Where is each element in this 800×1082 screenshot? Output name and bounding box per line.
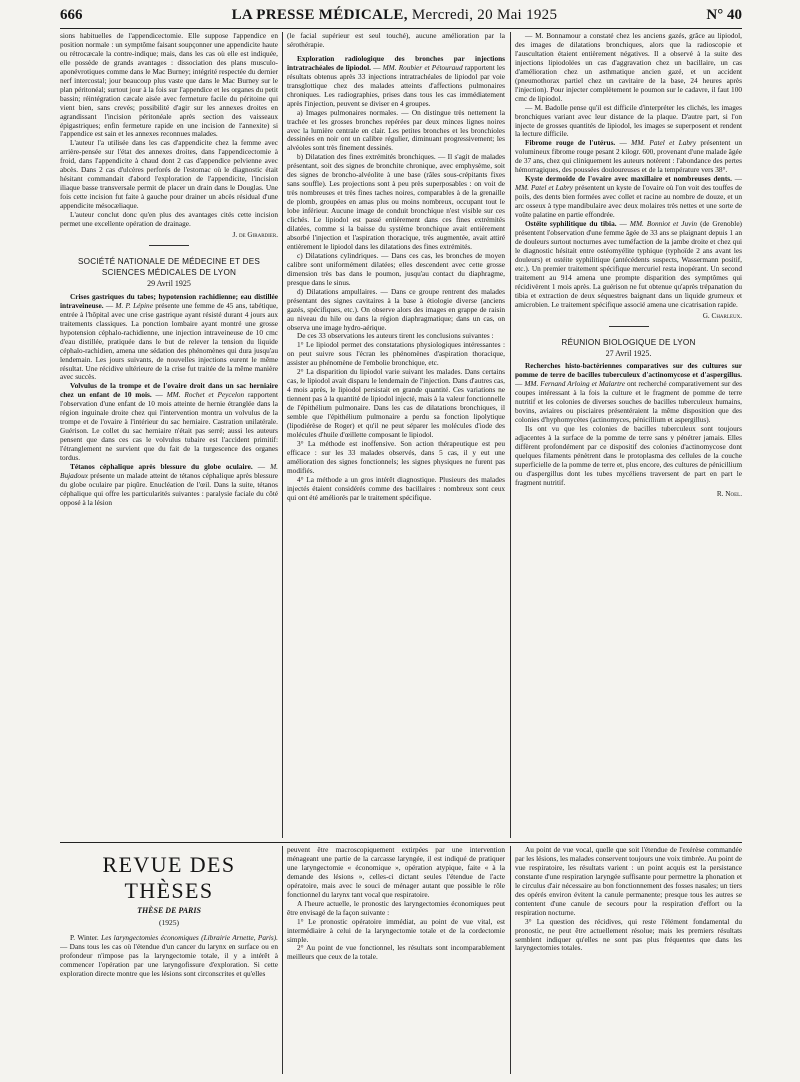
paragraph: 2° Au point de vue fonctionnel, les résultats sont incomparablement meilleurs que ceux de la totale. [287, 943, 505, 962]
article-text: (de Grenoble) présentent l'observation d'une femme âgée de 33 ans se plaignant depuis 1 an de douleurs surtout nocturnes avec tuméfaction de la jambe droite et chez qui le diagnostic hésitait entre ostéomyélite typhique (typhoïde 2 ans avant les douleurs) et ostéite syphilitique (antécédents suspects, Wassermann positif, etc.). Un premier traitement spécifique mercuriel resta inopérant. Un second traitement au 914 amena une prompte disparition des symptômes qui récidivèrent 1 mois après. La guérison ne fut obtenue qu'après trépanation du tibia et extraction de deux séquestres baignant dans un liquide grumeux et amicrobien. Le traitement spécifique associé amena une cicatrisation rapide. [515, 219, 742, 309]
article-author: MM. Patel et Labry [515, 183, 574, 193]
issue-number: N° 40 [706, 6, 742, 23]
paragraph: peuvent être macroscopiquement extirpées par une intervention ménageant une partie de la carcasse laryngée, il est indiqué de pratiquer une laryngectomie « économique », opération atypique, faite « à la demande des lésions », celles-ci dictant seules l'étendue de l'acte opératoire, mais avec le souci de ménager autant que possible le rôle fonctionnel du larynx tant vocal que respiratoire. [287, 846, 505, 899]
article-title: Exploration radiologique des bronches par injections intratrachéales de lipiodol. [287, 53, 505, 72]
revue-column-2 [287, 846, 505, 1076]
journal-name: LA PRESSE MÉDICALE, [231, 6, 408, 23]
page-number: 666 [60, 6, 83, 23]
reunion-heading: RÉUNION BIOLOGIQUE DE LYON [561, 337, 696, 347]
paragraph: L'auteur l'a utilisée dans les cas d'appendicite chez la femme avec arrière-pensée sur l'état des annexes droites, dans l'appendicectomie à froid, dans l'appendicite à chaud dont 2 cas d'appendice pelvienne avec abcès. Dans 2 cas d'ulcères perforés de l'estomac où le diagnostic était hésitant commandait d'abord l'exploration de l'appendicite, l'incision iliaque basse transversale permit de placer un drain dans le Douglas. Une fois cette incision fut faite à gauche pour drainer un abcès résidual d'une appendicite mésocæliaque. [60, 138, 278, 211]
signature: G. Charleux. [702, 311, 742, 320]
revue-column-1 [60, 934, 278, 1074]
header-rule [60, 28, 742, 29]
reunion-date: 27 Avril 1925. [605, 348, 652, 358]
society-heading: SOCIÉTÉ NATIONALE DE MÉDECINE ET DES SCIENCES MÉDICALES DE LYON [77, 256, 261, 277]
page-header [60, 4, 742, 26]
paragraph: (le facial supérieur est seul touché), aucune amélioration par la sérothérapie. [287, 32, 505, 49]
article-text: présentent un kyste de l'ovaire où l'on voit des touffes de poils, des dents bien formées avec collet et racine au nombre de douze, et un arc osseux à type mandibulaire avec deux molaires très nettes et une sorte de voûte palatine en partie effondrée. [515, 183, 742, 220]
paragraph: 4° La méthode a un gros intérêt diagnostique. Plusieurs des malades injectés étaient considérés comme des bacillaires : nombreux sont ceux qui ont été améliorés par le traitement spécifique. [287, 474, 505, 502]
column-1: sions habituelles de l'appendicectomie. Elle suppose l'appendice en position normale : un symptôme faisant soupçonner une appendicite haute ou rétrocæcale la contre-indique; mais, dans les cas où elle est indiquée, elle possède de grands avantages : dissociation des plans musculo-aponévrotiques comme dans le Mac Burney; intégrité respectée du dernier nerf intercostal; jour beaucoup plus vaste que dans le Mac Burney sur le plan péritonéal; surtout jour à la fois sur l'appendice et les organes du petit bassin; réintégration cæcale aisée avec fermeture facile du péritoine qui vient bien, sans crevés; possibilité d'agir sur les annexes droites en agrandissant l'incision péritonéale après section des vaisseaux épigastriques; enfin fermeture rapide en une incision de l'annexite) si l'appendice est sain et les annexes reconnues malades. L'auteur l'a utilisée dans les cas d'appendicite chez la femme avec arrière-pensée sur l'état des annexes droites, dans l'appendicectomie à froid, dans l'appendicite à chaud dont 2 cas d'appendice pelvienne avec abcès. Dans 2 cas d'ulcères perforés de l'estomac où le diagnostic était hésitant commandait d'abord l'exploration de l'appendicite, l'incision iliaque basse transversale permit de placer un drain dans le Douglas. Une fois cette incision fut faite à gauche pour drainer un abcès résidual d'une appendicite mésocæliaque. L'auteur conclut donc qu'en plus des avantages cités cette incision permet une excellente opération de drainage. J. de Girardier. SOCIÉTÉ NATIONALE DE MÉDECINE ET DES SCIENCES MÉDICALES DE LYON 29 Avril 1925 Crises gastriques du tabes; hypotension rachidienne; eau distillée intraveineuse. — M. P. Lépine présente une femme de 45 ans, tabétique, entrée à l'hôpital avec une crise gastrique ayant résisté durant 4 jours aux traitements classiques. La ponction lombaire ayant montré une grosse hypotension céphalo-rachidienne, une injection intraveineuse de 10 cmc d'eau distillée, pratiquée dans le but de relever la tension du liquide céphalo-rachidien, amena une sédation des phénomènes qui dura jusqu'au lendemain. Les jours suivants, de nouvelles injections eurent le même résultat. Une récidive ultérieure de la crise fut traitée de la même manière avec succès. Volvulus de la trompe et de l'ovaire droit dans un sac herniaire chez un enfant de 10 mois. — MM. Rochet et Peycelon rapportent l'observation d'une enfant de 10 mois atteinte de hernie étranglée dans la région inguinale droite chez qui l'intervention montra un volvulus de la trompe et de l'ovaire à l'intérieur du sac herniaire. Castration unilatérale. Guérison. Le collet du sac herniaire n'était pas serré; aussi les auteurs pensent que dans ces cas le volvulus tubaire est l'accident primitif: l'étranglement ne survient que du fait de la turgescence des organes tordus. Tétanos céphalique après blessure du globe oculaire. — M. Bujadoux présente un malade atteint de tétanos céphalique après blessure du globe oculaire par piqûre. Enucléation de l'œil. Dans la suite, tétanos céphalique qui offre les particularités suivantes : paralysie faciale du côté opposé à la lésion [60, 32, 278, 507]
paragraph: 3° La méthode est inoffensive. Son action thérapeutique est peu efficace : sur les 33 malades observés, dans 5 cas, il y eut une amélioration des signes fonctionnels; les signes physiques ne furent pas modifiés. [287, 438, 505, 475]
paragraph: 2° La disparition du lipiodol varie suivant les malades. Dans certains cas, le lipiodol avait disparu le lendemain de l'injection. Dans d'autres cas, 4 mois après, le lipiodol persistait en grande quantité. Ces variations ne tiennent pas à la quantité de lipiodol injecté, mais à la valeur fonctionnelle de l'épithélium pulmonaire. Dans les cas de dilatations bronchiques, il semble que l'épithélium pulmonaire a perdu sa fonction lipolytique (lipodiérèse de Roger) et qu'il ne peut séparer les molécules d'iode des molécules d'huile d'œillette composant le lipiodol. [287, 367, 505, 439]
article-author: MM. Bonniot et Juvin [629, 219, 698, 229]
paragraph: b) Dilatation des fines extrémités bronchiques. — Il s'agit de malades présentant, soit des signes de bronchite chronique, avec emphysème, soit des signes de broncho-alvéolite à une base (râles sous-crépitants fixes sans souffle). Les projections sont à peu près superposables : on voit de très nombreuses et très fines taches noires, comparables à de la grenaille de plomb, groupées en amas plus ou moins nombreux, occupant tout le lobe inférieur. Aucune image de conduit bronchique n'est visible sur ces clichés. Le lipiodol est passé entièrement dans ces fines extrémités dilatées, comme si la baisse du système bronchique avait entièrement absorbé l'injection et l'aspiration thoracique, très augmentée, avait attiré entièrement le lipiodol dans les dilatations des fines extrémités. [287, 152, 505, 251]
column-divider [510, 32, 511, 838]
journal-title [232, 7, 558, 24]
article-author: MM. Rochet et Peycelon [166, 390, 245, 400]
paragraph: sions habituelles de l'appendicectomie. Elle suppose l'appendice en position normale : un symptôme faisant soupçonner une appendicite haute ou rétrocæcale la contre-indique; mais, dans les cas où elle est indiquée, elle possède de grands avantages : dissociation des plans musculo-aponévrotiques comme dans le Mac Burney; intégrité respectée du dernier nerf intercostal; jour beaucoup plus vaste que dans le Mac Burney sur le plan péritonéal; surtout jour à la fois sur l'appendice et les organes du petit bassin; réintégration cæcale aisée avec fermeture facile du péritoine qui vient bien, sans crevés; possibilité d'agir sur les annexes droites en agrandissant l'incision péritonéale après section des vaisseaux épigastriques; enfin fermeture rapide en une incision de l'annexite) si l'appendice est sain et les annexes reconnues malades. [60, 32, 278, 139]
article-text: présente un malade atteint de tétanos céphalique après blessure du globe oculaire par piqûre. Enucléation de l'œil. Dans la suite, tétanos céphalique qui offre les particularités suivantes : paralysie faciale du côté opposé à la lésion [60, 470, 278, 507]
paragraph: A l'heure actuelle, le pronostic des laryngectomies économiques peut être envisagé de la façon suivante : [287, 898, 505, 917]
these-year: (1925) [159, 918, 179, 927]
article-title: Recherches histo-bactériennes comparatives sur des cultures sur pomme de terre de bacilles tuberculeux d'actinomycose et d'aspergillus. [515, 361, 742, 380]
article-text: présente une femme de 45 ans, tabétique, entrée à l'hôpital avec une crise gastrique ayant résisté durant 4 jours aux traitements classiques. La ponction lombaire ayant montré une grosse hypotension céphalo-rachidienne, une injection intraveineuse de 10 cmc d'eau distillée, pratiquée dans le but de relever la tension du liquide céphalo-rachidien, amena une sédation des phénomènes qui dura jusqu'au lendemain. Les jours suivants, de nouvelles injections eurent le même résultat. Une récidive ultérieure de la crise fut traitée de la même manière avec succès. [60, 300, 278, 382]
article-title: Volvulus de la trompe et de l'ovaire droit dans un sac herniaire chez un enfant de 10 mois. [60, 381, 278, 400]
article-text: rapportent les résultats obtenus après 33 injections intratrachéales de lipiodol par voie transglottique chez des malades atteints d'affections pulmonaires chroniques. Les radiographies, prises dans tous les cas immédiatement après l'injection, peuvent se diviser en 4 groupes. [287, 62, 505, 108]
paragraph: L'auteur conclut donc qu'en plus des avantages cités cette incision permet une excellente opération de drainage. [60, 210, 278, 229]
article-title: Kyste dermoïde de l'ovaire avec maxillaire et nombreuses dents. [525, 174, 732, 184]
paragraph: 3° La question des récidives, qui reste l'élément fondamental du pronostic, ne peut être actuellement résolue; mais les premiers résultats semblent indiquer qu'elles ne sont pas plus fréquentes que dans les laryngectomies totales. [515, 916, 742, 953]
article-text: présentent un volumineux fibrome rouge pesant 2 kilogr. 600, provenant d'une malade âgée de 37 ans, chez qui cliniquement les auteurs notèrent : l'abondance des pertes hémorragiques, des poussées douloureuses et de la température vers 38°. [515, 138, 742, 175]
paragraph: — M. Bonnamour a constaté chez les anciens gazés, grâce au lipiodol, des images de dilatations bronchiques, alors que la radioscopie et l'auscultation étaient entièrement négatives. Il a observé à la suite des injections lipiodolées un cas d'aggravation chez un bacillaire, un cas d'amélioration chez un asthmatique ancien gazé, et un accident (pneumothorax partiel chez un cavitaire de la base, 24 heures après l'injection). Pour injecter complètement le poumon sur le cadavre, il faut 100 cmc de lipiodol. [515, 32, 742, 103]
column-2: (le facial supérieur est seul touché), aucune amélioration par la sérothérapie. Exploration radiologique des bronches par injections intratrachéales de lipiodol. — MM. Roubier et Pétouraud rapportent les résultats obtenus après 33 injections intratrachéales de lipiodol par voie transglottique chez des malades atteints d'affections pulmonaires chroniques. Les radiographies, prises dans tous les cas immédiatement après l'injection, peuvent se diviser en 4 groupes. a) Images pulmonaires normales. — On distingue très nettement la trachée et les grosses bronches repérées par deux minces lignes noires avec la lumière centrale en clair. Les petites bronches et les bronchioles dessinées en noir ont un calibre régulier, diminuant progressivement; les alvéoles sont très finement dessinés. b) Dilatation des fines extrémités bronchiques. — Il s'agit de malades présentant, soit des signes de bronchite chronique, avec emphysème, soit des signes de broncho-alvéolite à une base (râles sous-crépitants fixes sans souffle). Les projections sont à peu près superposables : on voit de très nombreuses et très fines taches noires, comparables à de la grenaille de plomb, groupées en amas plus ou moins nombreux, occupant tout le lobe inférieur. Aucune image de conduit bronchique n'est visible sur ces clichés. Le lipiodol est passé entièrement dans ces fines extrémités dilatées, comme si la baisse du système bronchique avait entièrement absorbé l'injection et l'aspiration thoracique, très augmentée, avait attiré entièrement le lipiodol dans les dilatations des fines extrémités. c) Dilatations cylindriques. — Dans ces cas, les bronches de moyen calibre sont uniformément dilatées; elles descendent avec cette grosse dimension très bas dans le poumon, jusqu'au contact du diaphragme, presque dans le sinus. d) Dilatations ampullaires. — Dans ce groupe rentrent des malades présentant des signes cavitaires à la base à étiologie diverse (anciens gazés, spécifiques, etc.). On observe alors des images en grappe de raisin au niveau du hile ou dans la région diaphragmatique; dans un cas, on observa une image hydro-aérique. De ces 33 observations les auteurs tirent les conclusions suivantes : 1° Le lipiodol permet des constatations physiologiques intéressantes : on peut suivre sous l'écran les phénomènes d'aspiration thoracique, assister au phénomène de l'embolie bronchique, etc. 2° La disparition du lipiodol varie suivant les malades. Dans certains cas, le lipiodol avait disparu le lendemain de l'injection. Dans d'autres cas, 4 mois après, le lipiodol persistait en grande quantité. Ces variations ne tiennent pas à la quantité de lipiodol injecté, mais à la valeur fonctionnelle de l'épithélium pulmonaire. Dans les cas de dilatations bronchiques, il semble que l'épithélium pulmonaire a perdu sa fonction lipolytique (lipodiérèse de Roger) et qu'il ne peut séparer les molécules d'iode des molécules d'huile d'œillette composant le lipiodol. 3° La méthode est inoffensive. Son action thérapeutique est peu efficace : sur les 33 malades observés, dans 5 cas, il y eut une amélioration des signes fonctionnels; les signes physiques ne furent pas modifiés. 4° La méthode a un gros intérêt diagnostique. Plusieurs des malades injectés étaient considérés comme des bacillaires : nombreux sont ceux qui ont été améliorés par le traitement spécifique. [287, 32, 505, 502]
paragraph: De ces 33 observations les auteurs tirent les conclusions suivantes : [297, 331, 494, 341]
paragraph: Au point de vue vocal, quelle que soit l'étendue de l'exérèse commandée par les lésions, les malades conservent toujours une voix timbrée. Au point de vue respiratoire, les résultats varient : un point acquis est la persistance constante d'une respiration laryngée suffisante pour permettre la phonation et le circulus d'air nécessaire au bon fonctionnement des fosses nasales; un tiers des opérés environ évitent la canule permanente; presque tous les autres se contentent d'une canule de secours pour la respiration d'effort ou la respiration nocturne. [515, 846, 742, 917]
paragraph: 1° Le lipiodol permet des constatations physiologiques intéressantes : on peut suivre sous l'écran les phénomènes d'aspiration thoracique, assister au phénomène de l'embolie bronchique, etc. [287, 340, 505, 368]
article-title: Ostéite syphilitique du tibia. [525, 219, 617, 229]
article-author: M. P. Lépine [115, 300, 153, 310]
paragraph: a) Images pulmonaires normales. — On distingue très nettement la trachée et les grosses bronches repérées par deux minces lignes noires avec la lumière centrale en clair. Les petites bronches et les bronchioles dessinées en noir ont un calibre régulier, diminuant progressivement; les alvéoles sont très finement dessinés. [287, 107, 505, 153]
article-author: MM. Roubier et Pétouraud [382, 62, 463, 72]
divider [609, 326, 649, 327]
article-author: MM. Fernand Arloing et Malartre [524, 379, 625, 389]
article-text: rapportent l'observation d'une enfant de 10 mois atteinte de hernie étranglée dans la région inguinale droite chez qui l'intervention montra un volvulus de la trompe et de l'ovaire à l'intérieur du sac herniaire. Castration unilatérale. Guérison. Le collet du sac herniaire n'était pas serré; aussi les auteurs pensent que dans ces cas le volvulus tubaire est l'accident primitif: l'étranglement ne survient que du fait de la turgescence des organes tordus. [60, 390, 278, 463]
article-title: Crises gastriques du tabes; hypotension rachidienne; eau distillée intraveineuse. [60, 291, 278, 310]
article-title: Tétanos céphalique après blessure du globe oculaire. [70, 461, 253, 471]
paragraph: d) Dilatations ampullaires. — Dans ce groupe rentrent des malades présentant des signes cavitaires à la base à étiologie diverse (anciens gazés, spécifiques, etc.). On observe alors des images en grappe de raisin au niveau du hile ou dans la région diaphragmatique; dans un cas, on observa une image hydro-aérique. [287, 286, 505, 332]
revue-title: REVUE DES THÈSES [102, 852, 236, 903]
column-divider [282, 846, 283, 1074]
signature: R. Noel. [716, 489, 742, 498]
these-heading: THÈSE DE PARIS [137, 906, 201, 915]
paragraph: — M. Badolle pense qu'il est difficile d'interpréter les clichés, les images bronchiques variant avec leur distance de la plaque. D'autre part, si l'on injecte de grosses quantités de lipiodol, les images se superposent et rendent la lecture difficile. [515, 102, 742, 139]
column-3: — M. Bonnamour a constaté chez les anciens gazés, grâce au lipiodol, des images de dilatations bronchiques, alors que la radioscopie et l'auscultation étaient entièrement négatives. Il a observé à la suite des injections lipiodolées un cas d'aggravation chez un bacillaire, un cas d'amélioration chez un asthmatique ancien gazé, et un accident (pneumothorax partiel chez un cavitaire de la base, 24 heures après l'injection). Pour injecter complètement le poumon sur le cadavre, il faut 100 cmc de lipiodol. — M. Badolle pense qu'il est difficile d'interpréter les clichés, les images bronchiques variant avec leur distance de la plaque. D'autre part, si l'on injecte de grosses quantités de lipiodol, les images se superposent et rendent la lecture difficile. Fibrome rouge de l'utérus. — MM. Patel et Labry présentent un volumineux fibrome rouge pesant 2 kilogr. 600, provenant d'une malade âgée de 37 ans, chez qui cliniquement les auteurs notèrent : l'abondance des pertes hémorragiques, des poussées douloureuses et de la température vers 38°. Kyste dermoïde de l'ovaire avec maxillaire et nombreuses dents. — MM. Patel et Labry présentent un kyste de l'ovaire où l'on voit des touffes de poils, des dents bien formées avec collet et racine au nombre de douze, et un arc osseux à type mandibulaire avec deux molaires très nettes et une sorte de voûte palatine en partie effondrée. Ostéite syphilitique du tibia. — MM. Bonniot et Juvin (de Grenoble) présentent l'observation d'une femme âgée de 33 ans se plaignant depuis 1 an de douleurs surtout nocturnes avec tuméfaction de la jambe droite et chez qui le diagnostic hésitait entre ostéomyélite typhique (typhoïde 2 ans avant les douleurs) et ostéite syphilitique (antécédents suspects, Wassermann positif, etc.). Un premier traitement spécifique mercuriel resta inopérant. Un second traitement au 914 amena une prompte disparition des symptômes qui récidivèrent 1 mois après. La guérison ne fut obtenue qu'après trépanation du tibia et extraction de deux séquestres baignant dans un liquide grumeux et amicrobien. Le traitement spécifique associé amena une cicatrisation rapide. G. Charleux. RÉUNION BIOLOGIQUE DE LYON 27 Avril 1925. Recherches histo-bactériennes comparatives sur des cultures sur pomme de terre de bacilles tuberculeux d'actinomycose et d'aspergillus. — MM. Fernand Arloing et Malartre ont recherché comparativement sur des coupes intéressant à la fois la culture et le fragment de pomme de terre nutritif et les colonies de diverses souches de bacilles tuberculeux humains, bovins, aviaires ou pisciaires présentéraient la même disposition que des colonies d'hyphomycètes (actinomyces, pénicillium et aspergillus). Ils ont vu que les colonies de bacilles tuberculeux sont toujours adjacentes à la surface de la pomme de terre sans y pénétrer jamais. Elles diffèrent profondément par ce dispositif des colonies d'actinomycose dont quelques filaments pénètrent dans le protoplasma des cellules de la couche superficielle de la pomme de terre et, plus encore, des cultures de pénicillium ou d'aspergillus dont les tubes mycéliens traversent de part en part le fragment nutritif. R. Noel. [515, 32, 742, 498]
paragraph: 1° Le pronostic opératoire immédiat, au point de vue vital, est intermédiaire à celui de la laryngectomie totale et de la cordectomie simple. [287, 916, 505, 944]
column-divider [282, 32, 283, 838]
column-divider [510, 846, 511, 1074]
section-rule [60, 842, 742, 843]
revue-column-3 [515, 846, 742, 1076]
these-author: P. Winter. [70, 934, 99, 942]
signature: J. de Girardier. [232, 230, 278, 239]
issue-date: Mercredi, 20 Mai 1925 [411, 6, 558, 23]
article-author: M. Bujadoux [60, 461, 278, 480]
article-title: Fibrome rouge de l'utérus. [525, 138, 616, 148]
these-publisher: (Librairie Arnette, Paris). [201, 934, 278, 942]
paragraph: c) Dilatations cylindriques. — Dans ces cas, les bronches de moyen calibre sont uniformément dilatées; elles descendent avec cette grosse dimension très bas dans le poumon, jusqu'au contact du diaphragme, presque dans le sinus. [287, 250, 505, 287]
society-date: 29 Avril 1925 [147, 278, 191, 288]
these-book: Les laryngectomies économiques [101, 934, 199, 942]
article-author: MM. Patel et Labry [631, 138, 697, 148]
paragraph: Ils ont vu que les colonies de bacilles tuberculeux sont toujours adjacentes à la surface de la pomme de terre sans y pénétrer jamais. Elles diffèrent profondément par ce dispositif des colonies d'actinomycose dont quelques filaments pénètrent dans le protoplasma des cellules de la couche superficielle de la pomme de terre et, plus encore, des cultures de pénicillium ou d'aspergillus dont les tubes mycéliens traversent de part en part le fragment nutritif. [515, 424, 742, 487]
article-text: ont recherché comparativement sur des coupes intéressant à la fois la culture et le fragment de pomme de terre nutritif et les colonies de diverses souches de bacilles tuberculeux humains, bovins, aviaires ou pisciaires présentéraient la même disposition que des colonies d'hyphomycètes (actinomyces, pénicillium et aspergillus). [515, 379, 742, 425]
these-text: — Dans tous les cas où l'étendue d'un cancer du larynx en surface ou en profondeur n'impose pas la laryngectomie totale, il y a intérêt à commencer l'opération par une laryngofissure d'exploration. Si cette exploration directe montre que les lésions sont circonscrites et qu'elles [60, 941, 278, 978]
divider [149, 245, 189, 246]
